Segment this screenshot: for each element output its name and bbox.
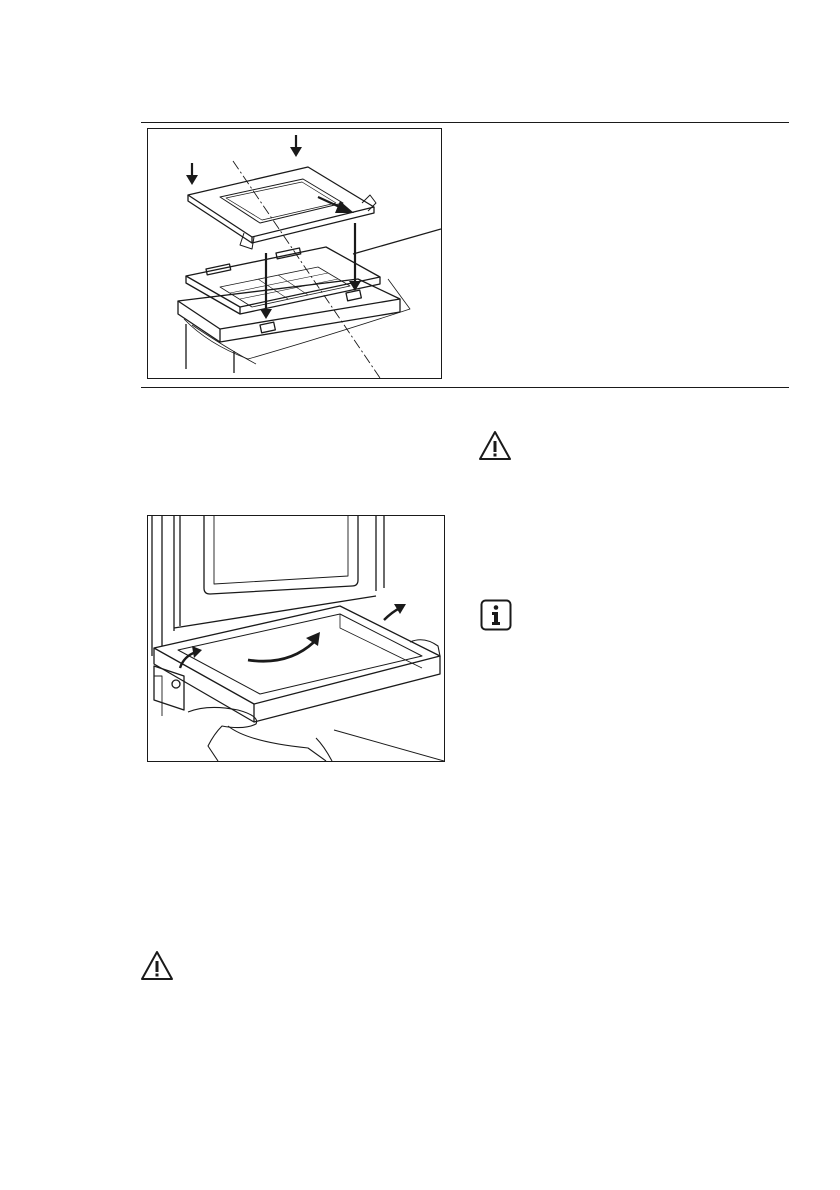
top-divider — [141, 122, 789, 123]
warning-icon — [140, 950, 174, 982]
info-icon — [480, 599, 512, 631]
warning-icon — [478, 430, 512, 462]
drawer-removal-illustration — [147, 515, 445, 762]
middle-divider — [141, 387, 789, 388]
door-glass-illustration — [147, 128, 442, 379]
